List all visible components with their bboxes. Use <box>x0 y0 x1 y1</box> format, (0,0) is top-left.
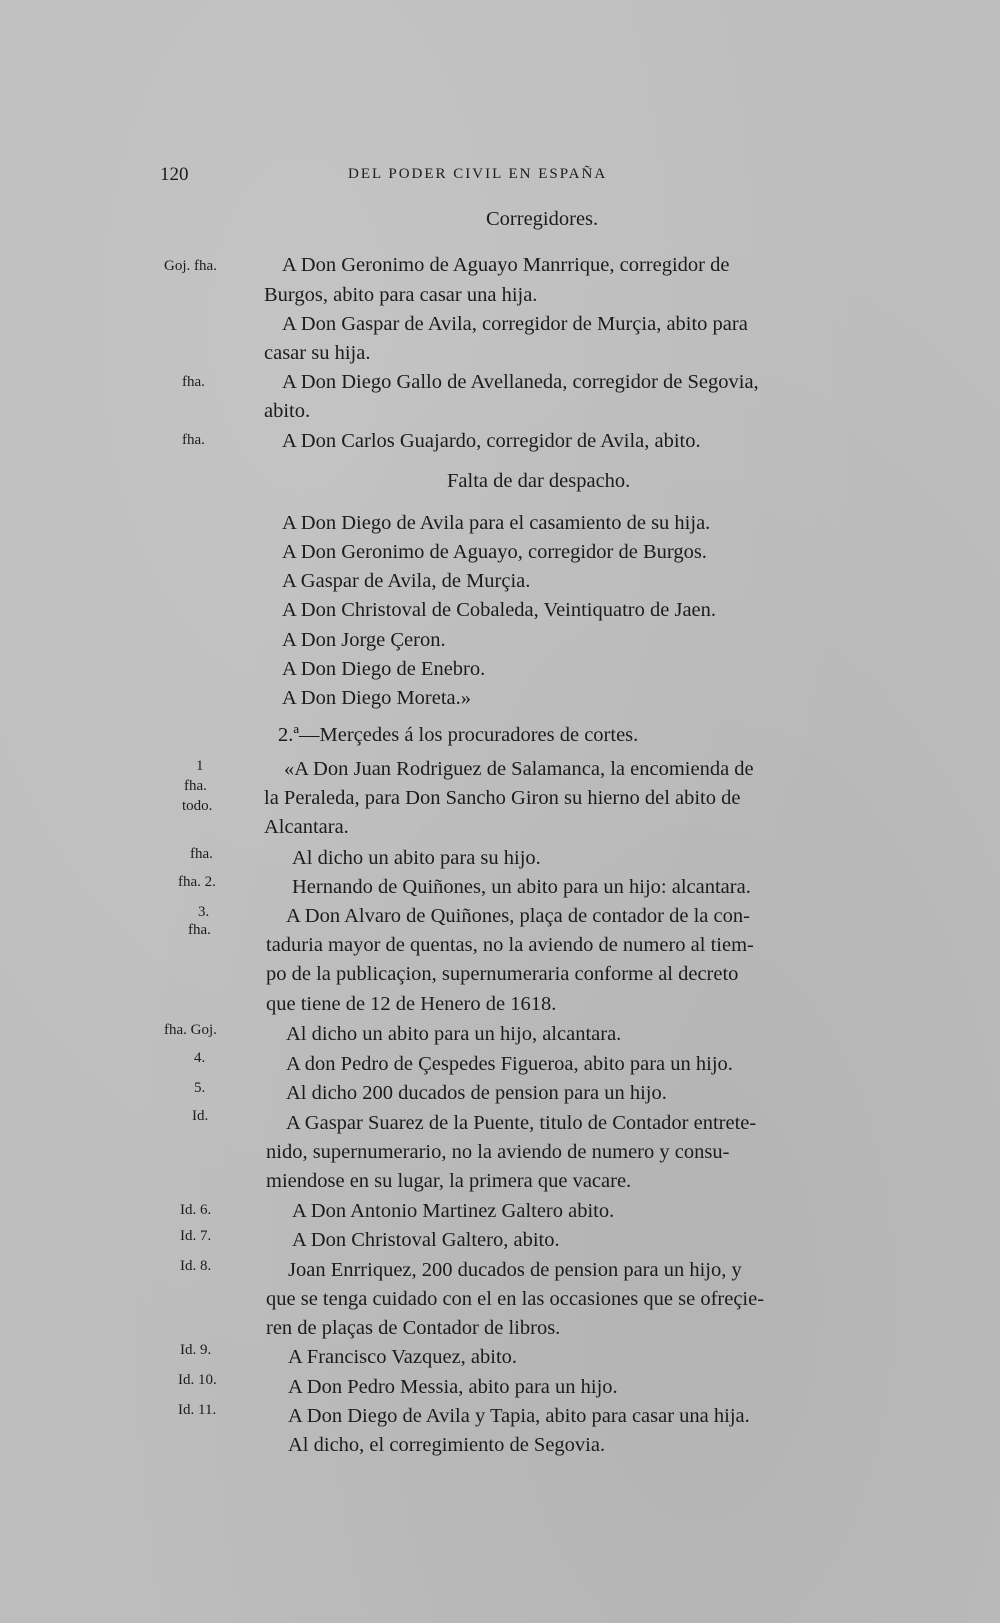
text-line: A Gaspar Suarez de la Puente, titulo de Contador entrete- <box>286 1112 757 1134</box>
text-line: que tiene de 12 de Henero de 1618. <box>266 993 557 1015</box>
text-line: «A Don Juan Rodriguez de Salamanca, la encomienda de <box>284 758 754 780</box>
margin-note: fha. <box>190 846 213 862</box>
text-line: A Don Diego Moreta.» <box>282 687 472 709</box>
text-line: A don Pedro de Çespedes Figueroa, abito para un hijo. <box>286 1053 733 1075</box>
text-line: A Don Christoval de Cobaleda, Veintiquatro de Jaen. <box>282 599 717 621</box>
margin-note: fha. <box>188 922 211 938</box>
margin-note: Id. 7. <box>180 1228 212 1244</box>
text-line: taduria mayor de quentas, no la aviendo de numero al tiem- <box>266 934 754 956</box>
subheading: Falta de dar despacho. <box>447 470 631 492</box>
text-line: miendose en su lugar, la primera que vacare. <box>266 1170 632 1192</box>
margin-note: 3. <box>198 904 210 920</box>
text-line: A Don Geronimo de Aguayo, corregidor de Burgos. <box>282 541 707 563</box>
text-line: Alcantara. <box>264 816 349 838</box>
margin-note: Id. 8. <box>180 1258 212 1274</box>
text-line: A Don Diego de Enebro. <box>282 658 486 680</box>
text-line: Al dicho un abito para su hijo. <box>292 847 541 869</box>
text-line: A Don Antonio Martinez Galtero abito. <box>292 1200 615 1222</box>
text-line: la Peraleda, para Don Sancho Giron su hierno del abito de <box>264 787 741 809</box>
margin-note: fha. <box>184 778 207 794</box>
text-line: A Don Jorge Çeron. <box>282 629 446 651</box>
margin-note: todo. <box>182 798 213 814</box>
text-line: Joan Enrriquez, 200 ducados de pension para un hijo, y <box>288 1259 742 1281</box>
page-header <box>160 164 860 188</box>
text-line: A Gaspar de Avila, de Murçia. <box>282 570 531 592</box>
text-line: A Don Diego de Avila para el casamiento de su hija. <box>282 512 711 534</box>
margin-note: fha. 2. <box>178 874 216 890</box>
section-heading: Corregidores. <box>486 208 599 230</box>
text-line: Al dicho 200 ducados de pension para un hijo. <box>286 1082 667 1104</box>
text-line: casar su hija. <box>264 342 371 364</box>
text-line: A Francisco Vazquez, abito. <box>288 1346 518 1368</box>
running-head: DEL PODER CIVIL EN ESPAÑA <box>348 166 608 182</box>
text-line: abito. <box>264 400 311 422</box>
text-line: A Don Diego Gallo de Avellaneda, corregidor de Segovia, <box>282 371 759 393</box>
text-line: A Don Christoval Galtero, abito. <box>292 1229 560 1251</box>
margin-note: 1 <box>196 758 204 774</box>
margin-note: Id. 11. <box>178 1402 217 1418</box>
margin-note: Id. <box>192 1108 209 1124</box>
text-line: Burgos, abito para casar una hija. <box>264 284 538 306</box>
page-number: 120 <box>160 164 189 185</box>
text-line: ren de plaças de Contador de libros. <box>266 1317 561 1339</box>
text-line: A Don Geronimo de Aguayo Manrrique, corregidor de <box>282 254 730 276</box>
text-line: A Don Carlos Guajardo, corregidor de Avila, abito. <box>282 430 701 452</box>
margin-note: fha. Goj. <box>164 1022 217 1038</box>
text-line: Al dicho un abito para un hijo, alcantara. <box>286 1023 622 1045</box>
margin-note: Id. 9. <box>180 1342 212 1358</box>
text-line: A Don Diego de Avila y Tapia, abito para casar una hija. <box>288 1405 750 1427</box>
margin-note: fha. <box>182 432 205 448</box>
margin-note: Goj. fha. <box>164 258 217 274</box>
text-line: A Don Gaspar de Avila, corregidor de Murçia, abito para <box>282 313 748 335</box>
text-line: A Don Pedro Messia, abito para un hijo. <box>288 1376 618 1398</box>
margin-note: fha. <box>182 374 205 390</box>
text-line: 2.ª—Merçedes á los procuradores de cortes. <box>278 724 639 746</box>
margin-note: 5. <box>194 1080 206 1096</box>
text-line: Al dicho, el corregimiento de Segovia. <box>288 1434 606 1456</box>
text-line: Hernando de Quiñones, un abito para un hijo: alcantara. <box>292 876 751 898</box>
text-line: A Don Alvaro de Quiñones, plaça de contador de la con- <box>286 905 750 927</box>
text-line: po de la publicaçion, supernumeraria conforme al decreto <box>266 963 739 985</box>
margin-note: 4. <box>194 1050 206 1066</box>
margin-note: Id. 6. <box>180 1202 212 1218</box>
margin-note: Id. 10. <box>178 1372 217 1388</box>
text-line: que se tenga cuidado con el en las occasiones que se ofreçie- <box>266 1288 765 1310</box>
text-line: nido, supernumerario, no la aviendo de numero y consu- <box>266 1141 730 1163</box>
